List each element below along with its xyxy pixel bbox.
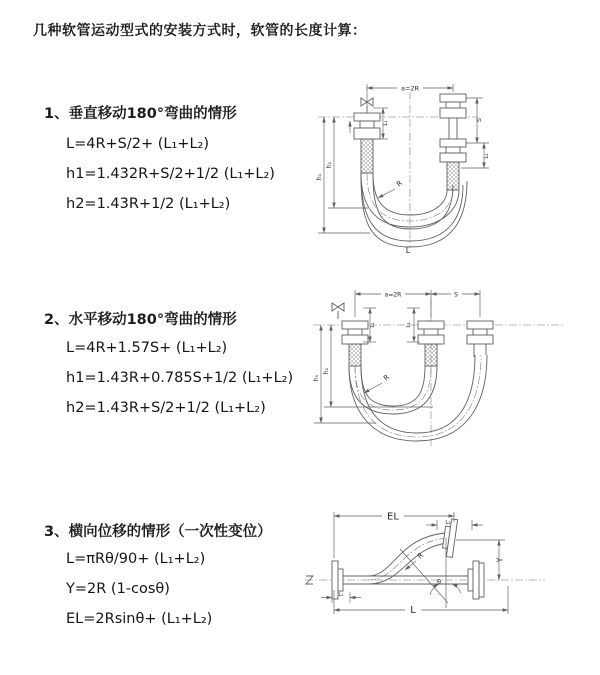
- section-2-formula-L: L=4R+1.57S+ (L₁+L₂): [66, 340, 228, 356]
- dim-label-l1: L₁: [338, 592, 344, 598]
- diagram-lateral-offset: [298, 500, 568, 640]
- radius-leader: [364, 383, 382, 393]
- left-fitting: [354, 113, 380, 173]
- hose-u-bend: [349, 355, 487, 441]
- dim-label-theta: θ: [437, 578, 441, 586]
- dim-label-h2: h₂: [326, 161, 333, 169]
- dim-label-radius: R: [416, 551, 426, 561]
- valve-icon: [332, 303, 344, 319]
- middle-fitting: [418, 321, 444, 366]
- dim-label-l1: L₁: [383, 120, 389, 126]
- diagram-horizontal-180-bend: [306, 283, 598, 453]
- page-title: 几种软管运动型式的安装方式时，软管的长度计算：: [33, 23, 367, 39]
- diagram-vertical-180-bend: [310, 75, 540, 255]
- braided-hose-left: [361, 139, 373, 173]
- dim-label-stroke: S: [475, 117, 483, 123]
- braided-hose-middle: [425, 344, 437, 366]
- dim-label-l2: L₂: [406, 322, 412, 328]
- dim-label-stroke: S: [454, 291, 458, 299]
- section-1-formula-h1: h1=1.432R+S/2+1/2 (L₁+L₂): [66, 166, 275, 182]
- section-1-formula-L: L=4R+S/2+ (L₁+L₂): [66, 136, 209, 152]
- dim-label-l1: L₁: [370, 322, 376, 328]
- section-1-formula-h2: h2=1.43R+1/2 (L₁+L₂): [66, 196, 231, 212]
- section-2-heading: 2、水平移动180°弯曲的情形: [44, 312, 237, 328]
- dim-h2: [324, 325, 433, 407]
- left-fitting: [342, 321, 368, 366]
- dim-span: [355, 290, 480, 317]
- dim-label-length: L: [405, 246, 411, 255]
- section-2-formula-h2: h2=1.43R+S/2+1/2 (L₁+L₂): [66, 400, 266, 416]
- dim-label-h1: h₁: [316, 173, 323, 181]
- dim-label-y: Y: [495, 557, 505, 563]
- section-3-heading: 3、横向位移的情形（一次性变位）: [44, 524, 272, 540]
- section-1-heading: 1、垂直移动180°弯曲的情形: [44, 106, 237, 122]
- dim-label-el: EL: [387, 511, 399, 523]
- right-fitting: [467, 321, 493, 357]
- dim-label-h1: h₁: [313, 374, 320, 382]
- radius-leader: [378, 189, 395, 198]
- section-3-formula-L: L=πRθ/90+ (L₁+L₂): [66, 551, 206, 567]
- section-2-formula-h1: h1=1.43R+0.785S+1/2 (L₁+L₂): [66, 370, 294, 386]
- right-fitting: [440, 94, 466, 190]
- dim-label-radius: R: [382, 373, 392, 383]
- dim-label-l2: L₂: [445, 520, 451, 526]
- dim-label-span: a=2R: [400, 84, 420, 93]
- dim-label-length: L: [410, 605, 416, 616]
- section-3-formula-Y: Y=2R (1-cosθ): [66, 581, 170, 597]
- right-flange: [468, 561, 484, 599]
- dim-label-span: a=2R: [384, 291, 402, 299]
- braided-hose-left: [349, 344, 361, 366]
- dim-label-l2: L₂: [484, 153, 490, 159]
- section-3-formula-EL: EL=2Rsinθ+ (L₁+L₂): [66, 611, 213, 627]
- dim-label-radius: R: [395, 179, 405, 189]
- dim-label-h2: h₂: [323, 367, 330, 375]
